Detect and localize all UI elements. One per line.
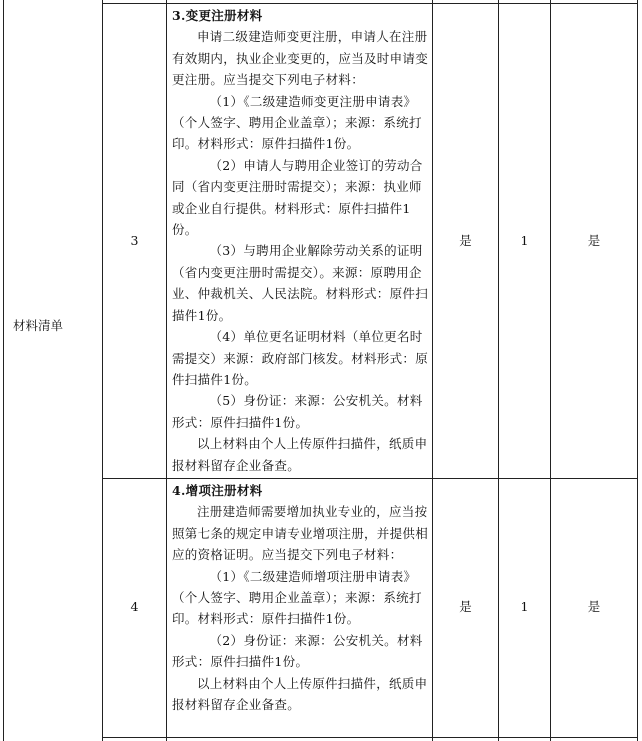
table-border [102,3,638,4]
table-border [3,0,4,741]
paragraph: （2）申请人与聘用企业签订的劳动合同（省内变更注册时需提交）；来源：执业师或企业自行提供。材料形式：原件扫描件1份。 [172,157,423,238]
required-value: 是 [459,233,472,248]
table-border [102,478,638,479]
paragraph: （4）单位更名证明材料（单位更名时需提交）来源：政府部门核发。材料形式：原件扫描件1份。 [172,329,429,387]
paragraph: 以上材料由个人上传原件扫描件，纸质申报材料留存企业备查。 [172,675,428,713]
table-border [166,0,167,741]
table-border [432,0,433,741]
paragraph: 申请二级建造师变更注册，申请人在注册有效期内，执业企业变更的，应当及时申请变更注册。应当提交下列电子材料： [172,29,429,88]
table-border [637,0,638,741]
copies-value: 1 [520,599,529,614]
paragraph: 注册建造师需要增加执业专业的，应当按照第七条的规定申请专业增项注册，并提供相应的资格证明。应当提交下列电子材料： [172,504,429,563]
table-border [550,0,551,741]
row-content [172,480,428,715]
electronic-value: 是 [587,233,601,248]
copies-value: 1 [520,233,529,248]
electronic-value: 是 [587,599,601,614]
paragraph: （3）与聘用企业解除劳动关系的证明（省内变更注册时需提交）。来源：原聘用企业、仲裁机关、人民法院。材料形式：原件扫描件1份。 [172,243,429,323]
paragraph: （5）身份证：来源：公安机关。材料形式：原件扫描件1份。 [172,393,423,430]
table-border [498,0,499,741]
paragraph: 以上材料由个人上传原件扫描件，纸质申报材料留存企业备查。 [172,436,428,473]
row-number: 3 [130,233,139,248]
required-value: 是 [459,599,472,614]
table-border [102,0,103,741]
row-content [172,5,428,476]
section-heading: 4.增项注册材料 [172,483,263,498]
table-border [102,737,638,738]
paragraph: （1）《二级建造师增项注册申请表》（个人签字、聘用企业盖章）；来源：系统打印。材料形式：原件扫描件1份。 [172,568,422,627]
section-heading: 3.变更注册材料 [172,8,263,23]
paragraph: （2）身份证：来源：公安机关。材料形式：原件扫描件1份。 [172,632,423,670]
paragraph: （1）《二级建造师变更注册申请表》（个人签字、聘用企业盖章）；来源：系统打印。材料形式：原件扫描件1份。 [172,93,422,152]
row-number: 4 [130,599,139,614]
category-label: 材料清单 [13,318,64,333]
